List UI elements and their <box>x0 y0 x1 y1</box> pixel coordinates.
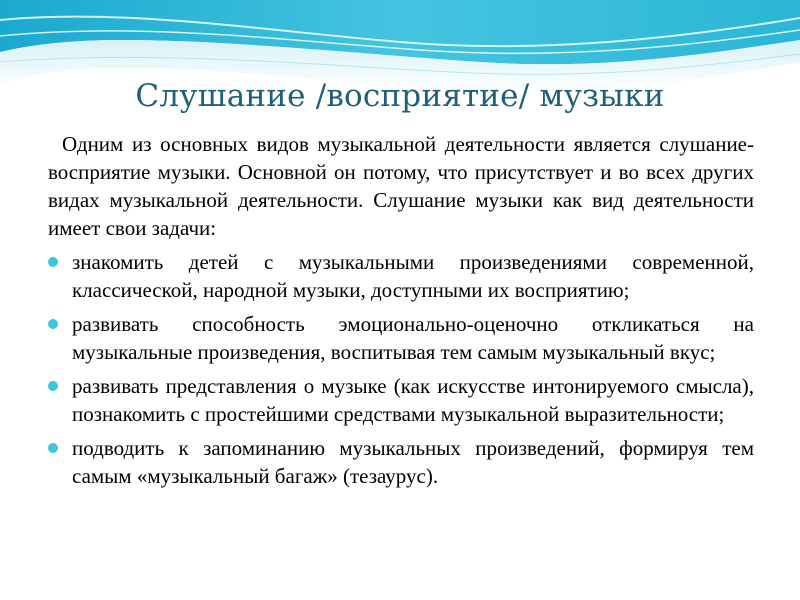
bullet-icon <box>48 381 58 391</box>
bullet-icon <box>48 443 58 453</box>
intro-paragraph: Одним из основных видов музыкальной деятельности является слушание-восприятие музыки. Основной он потому, что присутствует и во всех других видах музыкальной деятельности. Слушание музыки как вид деятельности имеет свои задачи: <box>48 132 754 240</box>
slide-title: Слушание /восприятие/ музыки <box>135 78 665 114</box>
task-list <box>48 248 754 490</box>
list-item-text: развивать представления о музыке (как искусстве интонируемого смысла), познакомить с простейшими средствами музыкальной выразительности; <box>72 374 754 426</box>
list-item <box>48 248 754 304</box>
list-item <box>48 372 754 428</box>
list-item-text: развивать способность эмоционально-оценочно откликаться на музыкальные произведения, воспитывая тем самым музыкальный вкус; <box>72 312 754 364</box>
list-item <box>48 310 754 366</box>
slide-content <box>48 130 754 496</box>
list-item-text: знакомить детей с музыкальными произведениями современной, классической, народной музыки, доступными их восприятию; <box>72 250 754 302</box>
bullet-icon <box>48 257 58 267</box>
list-item-text: подводить к запоминанию музыкальных произведений, формируя тем самым «музыкальный багаж» (тезаурус). <box>72 436 754 488</box>
list-item <box>48 434 754 490</box>
bullet-icon <box>48 319 58 329</box>
